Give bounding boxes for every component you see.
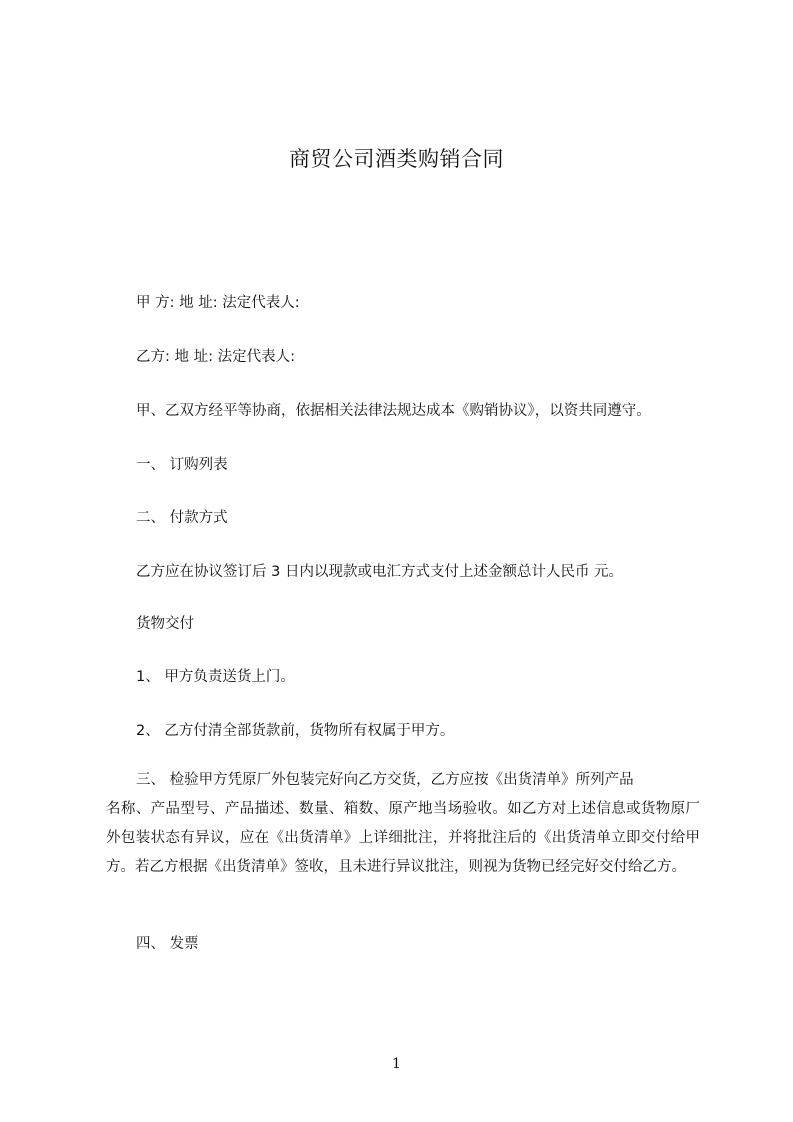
payment-text: 乙方应在协议签订后 3 日内以现款或电汇方式支付上述金额总计人民币 元。 bbox=[136, 564, 624, 580]
page-number: 1 bbox=[392, 1056, 401, 1072]
delivery-heading: 货物交付 bbox=[136, 616, 194, 632]
section2-heading: 二、 付款方式 bbox=[136, 510, 228, 526]
party-b-line: 乙方: 地 址: 法定代表人: bbox=[136, 349, 295, 365]
document-title: 商贸公司酒类购销合同 bbox=[289, 147, 504, 171]
delivery-item-1: 1、 甲方负责送货上门。 bbox=[136, 669, 295, 685]
party-a-line: 甲 方: 地 址: 法定代表人: bbox=[136, 295, 300, 311]
section4-heading: 四、 发票 bbox=[136, 936, 199, 952]
section3-body: 名称、产品型号、产品描述、数量、箱数、原产地当场验收。如乙方对上述信息或货物原厂外包装状态有异议，应在《出货清单》上详细批注，并将批注后的《出货清单立即交付给甲方。若乙方根据《出货清单》签收，且未进行异议批注，则视为货物已经完好交付给乙方。 bbox=[106, 801, 700, 875]
section1-heading: 一、 订购列表 bbox=[136, 457, 228, 473]
delivery-item-2: 2、 乙方付清全部货款前，货物所有权属于甲方。 bbox=[136, 723, 455, 739]
intro-paragraph: 甲、乙双方经平等协商，依据相关法律法规达成本《购销协议》，以资共同遵守。 bbox=[136, 403, 651, 419]
section3-paragraph bbox=[106, 766, 700, 882]
section3-lead: 三、 检验甲方凭原厂外包装完好向乙方交货，乙方应按《出货清单》所列产品 bbox=[136, 772, 634, 788]
